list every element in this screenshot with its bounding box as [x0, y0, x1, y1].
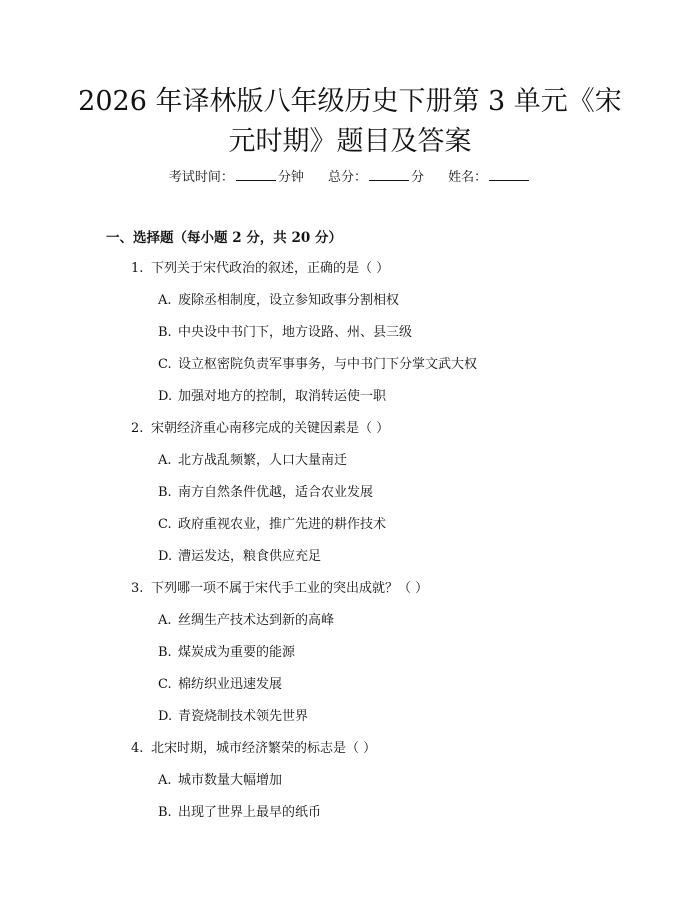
option-letter: A.: [158, 773, 172, 788]
option-1b: [158, 323, 412, 343]
title-line-2: 元时期》题目及答案: [228, 126, 472, 157]
option-4b: [158, 803, 321, 823]
student-name-label: 姓名：: [448, 170, 488, 185]
option-3b: [158, 643, 295, 663]
option-letter: B.: [158, 645, 172, 660]
option-letter: B.: [158, 325, 172, 340]
option-letter: D.: [158, 709, 173, 724]
option-text: 煤炭成为重要的能源: [178, 645, 296, 660]
option-3d: [158, 707, 308, 727]
exam-time: [169, 170, 304, 185]
option-text: 南方自然条件优越，适合农业发展: [178, 485, 374, 500]
option-4a: [158, 771, 282, 791]
option-letter: C.: [158, 677, 172, 692]
document-title: [60, 82, 640, 162]
question-1: [131, 259, 389, 279]
student-name: [448, 170, 531, 185]
option-2a: [158, 451, 347, 471]
question-number: 2.: [131, 421, 144, 436]
option-letter: C.: [158, 357, 172, 372]
exam-time-unit: 分钟: [277, 170, 304, 185]
title-line-1: 2026 年译林版八年级历史下册第 3 单元《宋: [78, 86, 622, 117]
option-text: 政府重视农业，推广先进的耕作技术: [178, 517, 387, 532]
option-1a: [158, 291, 399, 311]
option-2c: [158, 515, 386, 535]
student-name-blank: [489, 168, 529, 181]
total-score-unit: 分: [411, 170, 425, 185]
total-score-label: 总分：: [327, 170, 367, 185]
option-letter: B.: [158, 485, 172, 500]
option-letter: A.: [158, 613, 172, 628]
option-text: 青瓷烧制技术领先世界: [178, 709, 309, 724]
option-letter: C.: [158, 517, 172, 532]
option-text: 北方战乱频繁，人口大量南迁: [178, 453, 348, 468]
option-text: 漕运发达，粮食供应充足: [178, 549, 322, 564]
option-letter: A.: [158, 293, 172, 308]
option-2b: [158, 483, 373, 503]
total-score: [328, 170, 424, 185]
question-4: [131, 739, 376, 759]
option-text: 中央设中书门下，地方设路、州、县三级: [178, 325, 413, 340]
option-text: 棉纺织业迅速发展: [178, 677, 283, 692]
option-1c: [158, 355, 477, 375]
option-text: 设立枢密院负责军事事务，与中书门下分掌文武大权: [178, 357, 478, 372]
option-text: 出现了世界上最早的纸币: [178, 805, 322, 820]
option-3a: [158, 611, 334, 631]
exam-time-label: 考试时间：: [168, 170, 234, 185]
option-text: 废除丞相制度，设立参知政事分割相权: [178, 293, 400, 308]
option-text: 加强对地方的控制，取消转运使一职: [178, 389, 387, 404]
option-3c: [158, 675, 282, 695]
section-title-choice: 一、选择题（每小题 2 分，共 20 分）: [106, 230, 342, 246]
option-letter: A.: [158, 453, 172, 468]
option-letter: B.: [158, 805, 172, 820]
option-letter: D.: [158, 389, 173, 404]
question-text: 下列哪一项不属于宋代手工业的突出成就？（ ）: [151, 581, 429, 596]
question-number: 1.: [131, 261, 144, 276]
question-text: 北宋时期，城市经济繁荣的标志是（ ）: [151, 741, 377, 756]
question-number: 3.: [131, 581, 144, 596]
question-number: 4.: [131, 741, 144, 756]
question-2: [131, 419, 389, 439]
total-score-blank: [369, 168, 409, 181]
question-text: 宋朝经济重心南移完成的关键因素是（ ）: [151, 421, 390, 436]
question-text: 下列关于宋代政治的叙述，正确的是（ ）: [151, 261, 390, 276]
option-letter: D.: [158, 549, 173, 564]
option-text: 丝绸生产技术达到新的高峰: [178, 613, 335, 628]
option-1d: [158, 387, 386, 407]
question-3: [131, 579, 428, 599]
option-text: 城市数量大幅增加: [178, 773, 283, 788]
option-2d: [158, 547, 321, 567]
exam-time-blank: [236, 168, 276, 181]
exam-info-line: [0, 168, 700, 187]
